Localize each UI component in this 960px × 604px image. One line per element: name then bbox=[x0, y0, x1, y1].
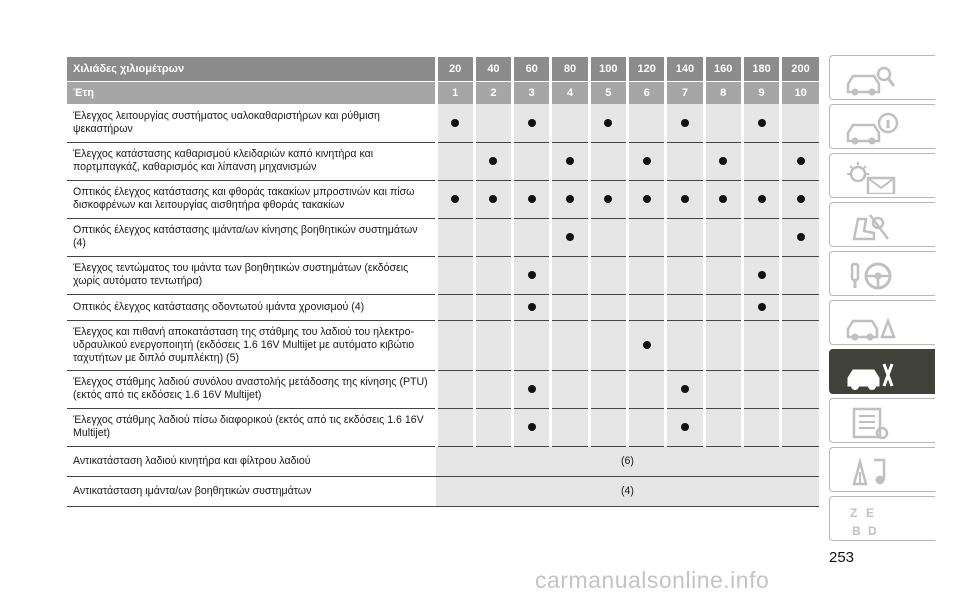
table-row bbox=[67, 142, 819, 180]
year-header-cell: 1 bbox=[436, 82, 474, 105]
interval-cell bbox=[666, 320, 704, 370]
svg-text:Z: Z bbox=[850, 506, 858, 520]
required-dot-marker bbox=[643, 195, 651, 203]
required-dot-marker bbox=[797, 233, 805, 241]
required-dot-marker bbox=[797, 195, 805, 203]
svg-text:D: D bbox=[868, 524, 877, 537]
interval-cell bbox=[704, 294, 742, 320]
interval-cell bbox=[551, 370, 589, 408]
km-header-cell: 60 bbox=[513, 57, 551, 82]
interval-cell bbox=[474, 142, 512, 180]
interval-cell bbox=[436, 218, 474, 256]
technical-data-list-icon bbox=[844, 405, 900, 439]
warning-lights-message-icon bbox=[844, 160, 900, 194]
multimedia-icon bbox=[844, 454, 900, 488]
interval-cell bbox=[704, 142, 742, 180]
interval-cell bbox=[474, 218, 512, 256]
table-row bbox=[67, 476, 819, 506]
interval-cell bbox=[704, 370, 742, 408]
interval-cell bbox=[589, 218, 627, 256]
interval-cell bbox=[436, 104, 474, 142]
interval-cell bbox=[474, 320, 512, 370]
interval-cell bbox=[513, 408, 551, 446]
table-row bbox=[67, 370, 819, 408]
required-dot-marker bbox=[528, 271, 536, 279]
interval-cell bbox=[781, 408, 819, 446]
interval-cell bbox=[589, 104, 627, 142]
interval-cell bbox=[513, 370, 551, 408]
interval-cell bbox=[704, 104, 742, 142]
chapter-tab[interactable] bbox=[829, 398, 935, 443]
car-service-tools-icon bbox=[844, 356, 900, 390]
interval-cell bbox=[513, 142, 551, 180]
required-dot-marker bbox=[758, 303, 766, 311]
interval-cell bbox=[666, 142, 704, 180]
interval-cell bbox=[666, 370, 704, 408]
interval-cell bbox=[513, 256, 551, 294]
interval-cell bbox=[551, 104, 589, 142]
interval-cell bbox=[513, 104, 551, 142]
interval-cell bbox=[781, 256, 819, 294]
chapter-tab[interactable] bbox=[829, 104, 935, 149]
interval-cell bbox=[436, 370, 474, 408]
km-header-cell: 20 bbox=[436, 57, 474, 82]
required-dot-marker bbox=[489, 157, 497, 165]
page-number: 253 bbox=[829, 549, 855, 566]
interval-cell bbox=[589, 370, 627, 408]
required-dot-marker bbox=[681, 195, 689, 203]
interval-cell bbox=[513, 320, 551, 370]
interval-cell bbox=[551, 408, 589, 446]
interval-cell bbox=[513, 294, 551, 320]
required-dot-marker bbox=[643, 341, 651, 349]
interval-cell bbox=[742, 256, 780, 294]
interval-cell bbox=[781, 180, 819, 218]
interval-cell bbox=[551, 180, 589, 218]
interval-cell bbox=[781, 294, 819, 320]
interval-cell bbox=[742, 104, 780, 142]
interval-cell bbox=[589, 256, 627, 294]
interval-cell bbox=[704, 180, 742, 218]
interval-cell bbox=[666, 294, 704, 320]
year-header-cell: 8 bbox=[704, 82, 742, 105]
interval-cell bbox=[589, 408, 627, 446]
interval-cell bbox=[436, 180, 474, 218]
row-description: Οπτικός έλεγχος κατάστασης ιμάντα/ων κίνησης βοηθητικών συστημάτων (4) bbox=[67, 218, 436, 256]
required-dot-marker bbox=[681, 385, 689, 393]
car-info-icon bbox=[844, 111, 900, 145]
car-breakdown-icon bbox=[844, 307, 900, 341]
required-dot-marker bbox=[758, 119, 766, 127]
chapter-tab[interactable] bbox=[829, 202, 935, 247]
required-dot-marker bbox=[528, 195, 536, 203]
interval-cell bbox=[627, 218, 665, 256]
interval-cell bbox=[474, 104, 512, 142]
interval-cell bbox=[551, 256, 589, 294]
interval-cell bbox=[474, 408, 512, 446]
row-description: Έλεγχος λειτουργίας συστήματος υαλοκαθαριστήρων και ρύθμιση ψεκαστήρων bbox=[67, 104, 436, 142]
row-description: Έλεγχος και πιθανή αποκατάσταση της στάθμης του λαδιού του ηλεκτρο-υδραυλικού ενεργοποιητή (εκδόσεις 1.6 16V Multijet με αυτόματο κιβώτιο ταχυτήτων με διπλό συμπλέκτη) (5) bbox=[67, 320, 436, 370]
interval-cell bbox=[666, 256, 704, 294]
interval-cell bbox=[666, 218, 704, 256]
watermark: carmanualsonline.info bbox=[535, 567, 770, 593]
interval-cell bbox=[436, 256, 474, 294]
interval-cell bbox=[551, 320, 589, 370]
header-km-label: Χιλιάδες χιλιομέτρων bbox=[67, 57, 436, 82]
row-description: Έλεγχος τεντώματος του ιμάντα των βοηθητικών συστημάτων (εκδόσεις χωρίς αυτόματο τεντωτήρα) bbox=[67, 256, 436, 294]
row-description: Αντικατάσταση λαδιού κινητήρα και φίλτρου λαδιού bbox=[67, 446, 436, 476]
required-dot-marker bbox=[681, 119, 689, 127]
row-description: Έλεγχος στάθμης λαδιού πίσω διαφορικού (εκτός από τις εκδόσεις 1.6 16V Multijet) bbox=[67, 408, 436, 446]
note-reference-cell: (6) bbox=[436, 446, 819, 476]
interval-cell bbox=[551, 142, 589, 180]
km-header-cell: 200 bbox=[781, 57, 819, 82]
interval-cell bbox=[589, 142, 627, 180]
required-dot-marker bbox=[566, 233, 574, 241]
km-header-cell: 120 bbox=[627, 57, 665, 82]
table-row bbox=[67, 104, 819, 142]
interval-cell bbox=[627, 320, 665, 370]
km-header-cell: 140 bbox=[666, 57, 704, 82]
interval-cell bbox=[742, 142, 780, 180]
interval-cell bbox=[436, 320, 474, 370]
table-row bbox=[67, 256, 819, 294]
interval-cell bbox=[551, 218, 589, 256]
required-dot-marker bbox=[719, 195, 727, 203]
interval-cell bbox=[474, 180, 512, 218]
interval-cell bbox=[627, 256, 665, 294]
km-header-cell: 180 bbox=[742, 57, 780, 82]
chapter-tab[interactable] bbox=[829, 447, 935, 492]
required-dot-marker bbox=[489, 195, 497, 203]
required-dot-marker bbox=[451, 119, 459, 127]
km-header-cell: 160 bbox=[704, 57, 742, 82]
required-dot-marker bbox=[681, 423, 689, 431]
car-magnifier-icon bbox=[844, 62, 900, 96]
row-description: Οπτικός έλεγχος κατάστασης και φθοράς τακακίων μπροστινών και πίσω δισκοφρένων και λειτουργίας αισθητήρα φθοράς τακακίων bbox=[67, 180, 436, 218]
header-row-km bbox=[67, 57, 819, 82]
chapter-tabs-sidebar bbox=[829, 55, 935, 545]
interval-cell bbox=[704, 256, 742, 294]
chapter-tab[interactable] bbox=[829, 349, 935, 394]
chapter-tab[interactable] bbox=[829, 55, 935, 100]
year-header-cell: 6 bbox=[627, 82, 665, 105]
required-dot-marker bbox=[528, 303, 536, 311]
interval-cell bbox=[513, 218, 551, 256]
header-row-years bbox=[67, 82, 819, 105]
required-dot-marker bbox=[451, 195, 459, 203]
km-header-cell: 80 bbox=[551, 57, 589, 82]
km-header-cell: 40 bbox=[474, 57, 512, 82]
year-header-cell: 10 bbox=[781, 82, 819, 105]
interval-cell bbox=[781, 370, 819, 408]
interval-cell bbox=[589, 180, 627, 218]
required-dot-marker bbox=[643, 157, 651, 165]
interval-cell bbox=[589, 320, 627, 370]
header-years-label: Έτη bbox=[67, 82, 436, 105]
row-description: Έλεγχος κατάστασης καθαρισμού κλειδαριών καπό κινητήρα και πορτμπαγκάζ, καθαρισμός και λίπανση μηχανισμών bbox=[67, 142, 436, 180]
chapter-tab[interactable] bbox=[829, 251, 935, 296]
interval-cell bbox=[742, 294, 780, 320]
interval-cell bbox=[436, 408, 474, 446]
row-description: Έλεγχος στάθμης λαδιού συνόλου αναστολής μετάδοσης της κίνησης (PTU) (εκτός από τις εκδόσεις 1.6 16V Multijet) bbox=[67, 370, 436, 408]
required-dot-marker bbox=[566, 157, 574, 165]
interval-cell bbox=[627, 180, 665, 218]
interval-cell bbox=[627, 370, 665, 408]
km-header-cell: 100 bbox=[589, 57, 627, 82]
chapter-tab[interactable] bbox=[829, 300, 935, 345]
year-header-cell: 3 bbox=[513, 82, 551, 105]
interval-cell bbox=[704, 320, 742, 370]
interval-cell bbox=[513, 180, 551, 218]
interval-cell bbox=[666, 104, 704, 142]
row-description: Οπτικός έλεγχος κατάστασης οδοντωτού ιμάντα χρονισμού (4) bbox=[67, 294, 436, 320]
interval-cell bbox=[742, 408, 780, 446]
interval-cell bbox=[627, 142, 665, 180]
interval-cell bbox=[704, 218, 742, 256]
table-row bbox=[67, 320, 819, 370]
interval-cell bbox=[436, 142, 474, 180]
interval-cell bbox=[666, 408, 704, 446]
interval-cell bbox=[781, 142, 819, 180]
required-dot-marker bbox=[604, 195, 612, 203]
table-row bbox=[67, 218, 819, 256]
required-dot-marker bbox=[758, 271, 766, 279]
interval-cell bbox=[742, 370, 780, 408]
required-dot-marker bbox=[566, 195, 574, 203]
interval-cell bbox=[781, 218, 819, 256]
svg-text:E: E bbox=[866, 506, 875, 520]
interval-cell bbox=[666, 180, 704, 218]
interval-cell bbox=[781, 104, 819, 142]
required-dot-marker bbox=[528, 119, 536, 127]
year-header-cell: 5 bbox=[589, 82, 627, 105]
interval-cell bbox=[474, 294, 512, 320]
year-header-cell: 7 bbox=[666, 82, 704, 105]
year-header-cell: 9 bbox=[742, 82, 780, 105]
interval-cell bbox=[781, 320, 819, 370]
interval-cell bbox=[742, 180, 780, 218]
note-reference-cell: (4) bbox=[436, 476, 819, 506]
interval-cell bbox=[742, 320, 780, 370]
interval-cell bbox=[474, 256, 512, 294]
interval-cell bbox=[627, 408, 665, 446]
required-dot-marker bbox=[719, 157, 727, 165]
required-dot-marker bbox=[604, 119, 612, 127]
interval-cell bbox=[551, 294, 589, 320]
interval-cell bbox=[474, 370, 512, 408]
chapter-tab[interactable] bbox=[829, 153, 935, 198]
year-header-cell: 2 bbox=[474, 82, 512, 105]
chapter-tab[interactable] bbox=[829, 496, 935, 541]
interval-cell bbox=[627, 294, 665, 320]
interval-cell bbox=[704, 408, 742, 446]
interval-cell bbox=[436, 294, 474, 320]
interval-cell bbox=[589, 294, 627, 320]
table-row bbox=[67, 180, 819, 218]
table-row bbox=[67, 408, 819, 446]
row-description: Αντικατάσταση ιμάντα/ων βοηθητικών συστημάτων bbox=[67, 476, 436, 506]
key-steering-wheel-icon bbox=[844, 258, 900, 292]
table-row bbox=[67, 446, 819, 476]
required-dot-marker bbox=[528, 423, 536, 431]
year-header-cell: 4 bbox=[551, 82, 589, 105]
maintenance-schedule-table bbox=[67, 57, 819, 507]
table-row bbox=[67, 294, 819, 320]
required-dot-marker bbox=[528, 385, 536, 393]
required-dot-marker bbox=[758, 195, 766, 203]
interval-cell bbox=[627, 104, 665, 142]
interval-cell bbox=[742, 218, 780, 256]
seat-airbag-icon bbox=[844, 209, 900, 243]
alphabetical-index-icon bbox=[844, 503, 900, 537]
svg-text:B: B bbox=[852, 524, 861, 537]
required-dot-marker bbox=[797, 157, 805, 165]
